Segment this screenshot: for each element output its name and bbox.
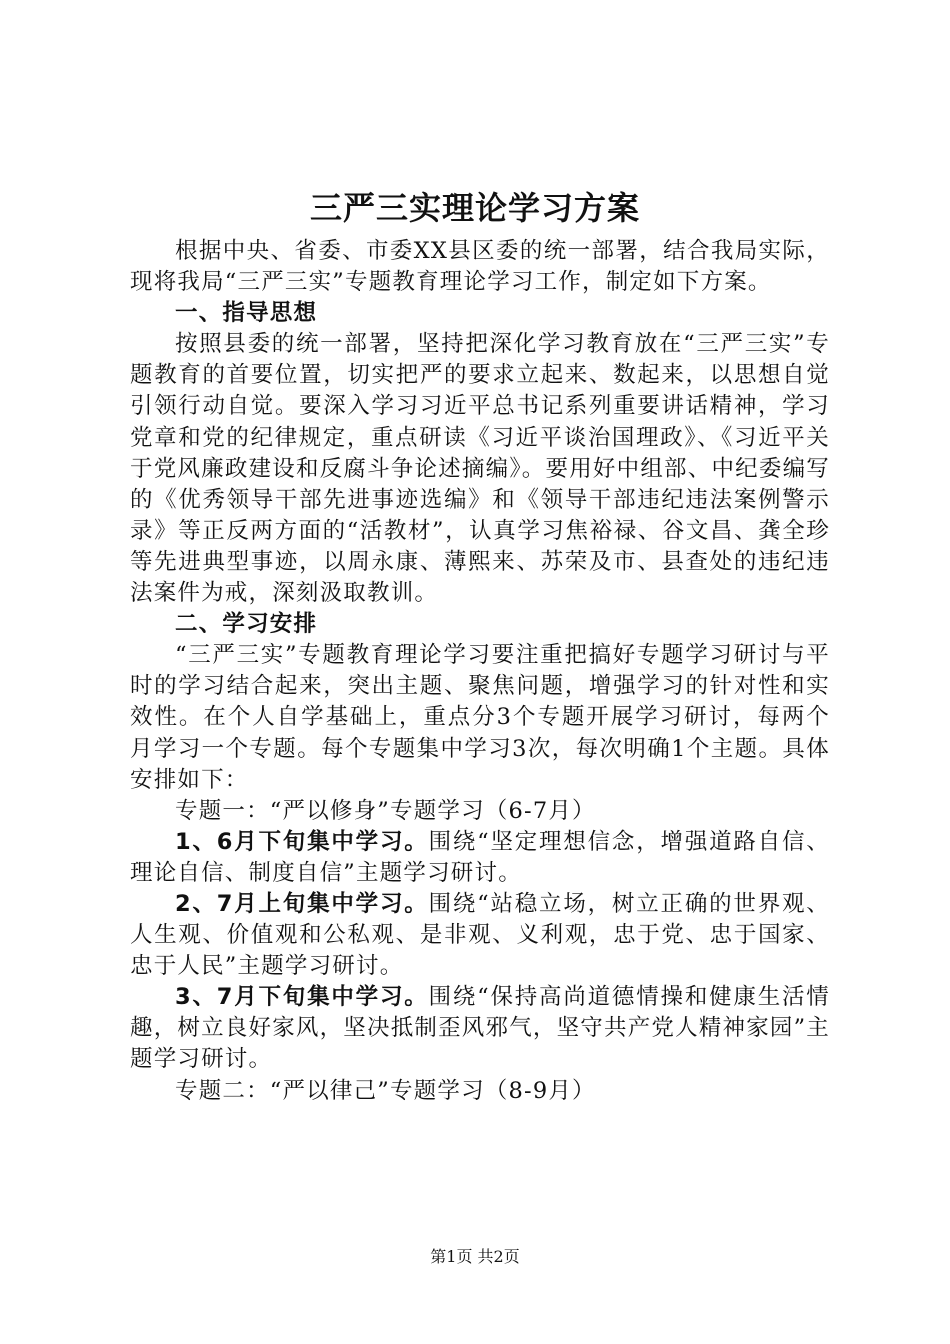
schedule-item-3 [130, 982, 830, 1075]
document-body [130, 236, 830, 1107]
schedule-item-1-lead: 1、6月下旬集中学习。 [175, 828, 429, 855]
section1-heading: 一、指导思想 [175, 300, 318, 327]
section2-paragraph: “三严三实”专题教育理论学习要注重把搞好专题学习研讨与平时的学习结合起来，突出主题、聚焦问题，增强学习的针对性和实效性。在个人自学基础上，重点分3个专题开展学习研讨，每两个月学习一个专题。每个专题集中学习3次，每次明确1个主题。具体安排如下： [130, 642, 830, 793]
schedule-item-3-lead: 3、7月下旬集中学习。 [175, 984, 429, 1011]
topic1-heading: 专题一：“严以修身”专题学习（6-7月） [175, 797, 596, 824]
schedule-item-2-text: 围绕“站稳立场，树立正确的世界观、人生观、价值观和公私观、是非观、义利观，忠于党、忠于国家、忠于人民”主题学习研讨。 [130, 890, 830, 980]
section2-heading: 二、学习安排 [175, 611, 318, 638]
schedule-item-2-lead: 2、7月上旬集中学习。 [175, 890, 429, 917]
topic2-heading: 专题二：“严以律己”专题学习（8-9月） [175, 1077, 596, 1104]
section1-paragraph: 按照县委的统一部署，坚持把深化学习教育放在“三严三实”专题教育的首要位置，切实把严的要求立起来、数起来，以思想自觉引领行动自觉。要深入学习习近平总书记系列重要讲话精神，学习党章和党的纪律规定，重点研读《习近平谈治国理政》、《习近平关于党风廉政建设和反腐斗争论述摘编》。要用好中组部、中纪委编写的《优秀领导干部先进事迹选编》和《领导干部违纪违法案例警示录》等正反两方面的“活教材”，认真学习焦裕禄、谷文昌、龚全珍等先进典型事迹，以周永康、薄熙来、苏荣及市、县查处的违纪违法案件为戒，深刻汲取教训。 [130, 331, 830, 607]
intro-paragraph: 根据中央、省委、市委XX县区委的统一部署，结合我局实际，现将我局“三严三实”专题教育理论学习工作，制定如下方案。 [130, 238, 830, 296]
schedule-item-3-text: 围绕“保持高尚道德情操和健康生活情趣，树立良好家风，坚决抵制歪风邪气，坚守共产党人精神家园”主题学习研讨。 [130, 984, 831, 1073]
page-number-footer: 第1页 共2页 [430, 1247, 520, 1266]
schedule-item-2 [130, 889, 830, 982]
schedule-item-1-text: 围绕“坚定理想信念，增强道路自信、理论自信、制度自信”主题学习研讨。 [130, 828, 830, 886]
schedule-item-1 [130, 827, 830, 889]
document-title: 三严三实理论学习方案 [309, 189, 640, 227]
